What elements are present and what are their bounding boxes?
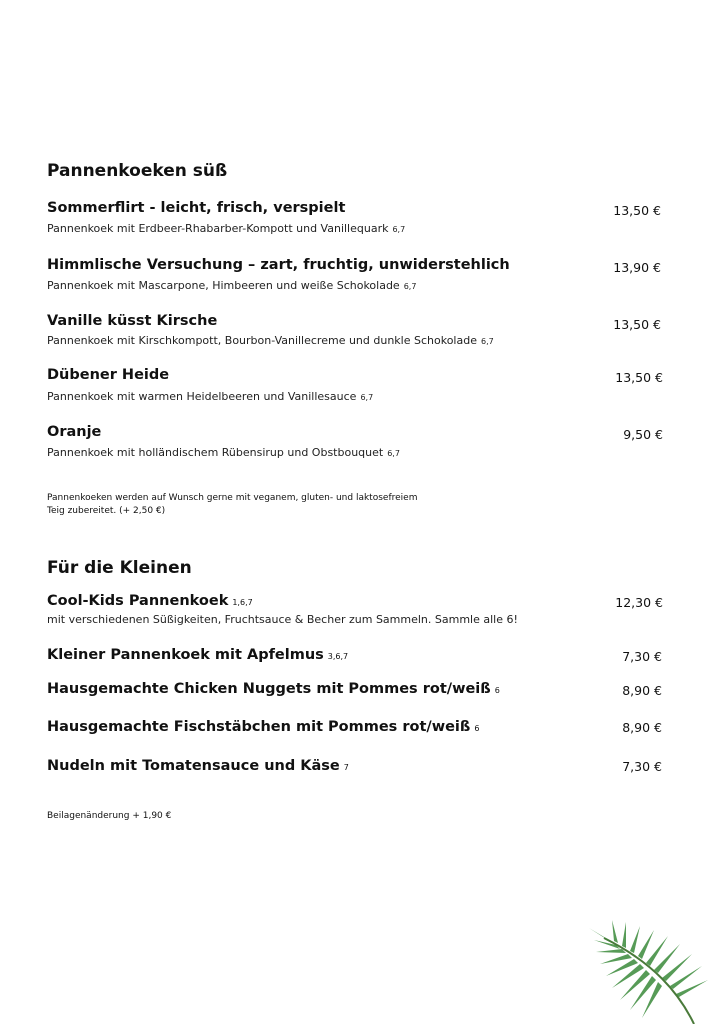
menu-item-desc: Pannenkoek mit holländischem Rübensirup und Obstbouquet 6,7 xyxy=(47,446,400,459)
menu-item-name: Hausgemachte Chicken Nuggets mit Pommes rot/weiß 6 xyxy=(47,681,500,697)
menu-item-name: Cool-Kids Pannenkoek 1,6,7 xyxy=(47,593,253,609)
menu-item-price: 8,90 € xyxy=(622,683,662,698)
section-title-sweet: Pannenkoeken süß xyxy=(47,161,228,181)
allergen-codes: 6,7 xyxy=(480,337,494,346)
allergen-codes: 6 xyxy=(494,686,500,695)
menu-item-price: 13,90 € xyxy=(613,260,661,275)
allergen-codes: 6,7 xyxy=(403,282,417,291)
allergen-codes: 7 xyxy=(343,763,349,772)
menu-item-price: 7,30 € xyxy=(622,759,662,774)
note-line: Pannenkoeken werden auf Wunsch gerne mit veganem, gluten- und laktosefreiem xyxy=(47,493,418,503)
menu-item-desc: mit verschiedenen Süßigkeiten, Fruchtsauce & Becher zum Sammeln. Sammle alle 6! xyxy=(47,613,518,626)
allergen-codes: 3,6,7 xyxy=(327,652,349,661)
menu-item-price: 7,30 € xyxy=(622,649,662,664)
allergen-codes: 6 xyxy=(474,724,480,733)
menu-item-desc: Pannenkoek mit Mascarpone, Himbeeren und weiße Schokolade 6,7 xyxy=(47,279,417,292)
menu-item-name: Hausgemachte Fischstäbchen mit Pommes rot/weiß 6 xyxy=(47,719,480,735)
menu-item-name: Himmlische Versuchung – zart, fruchtig, unwiderstehlich xyxy=(47,257,510,273)
menu-item-desc: Pannenkoek mit warmen Heidelbeeren und Vanillesauce 6,7 xyxy=(47,390,374,403)
allergen-codes: 6,7 xyxy=(387,449,400,458)
menu-item-name: Dübener Heide xyxy=(47,367,170,383)
menu-item-price: 8,90 € xyxy=(622,720,662,735)
menu-item-name: Sommerflirt - leicht, frisch, verspielt xyxy=(47,200,346,216)
side-change-note: Beilagenänderung + 1,90 € xyxy=(47,811,172,821)
dietary-note xyxy=(47,492,417,518)
allergen-codes: 6,7 xyxy=(392,225,406,234)
menu-item-price: 13,50 € xyxy=(615,370,663,385)
menu-item-name: Kleiner Pannenkoek mit Apfelmus 3,6,7 xyxy=(47,647,349,663)
menu-item-desc: Pannenkoek mit Kirschkompott, Bourbon-Vanillecreme und dunkle Schokolade 6,7 xyxy=(47,334,494,347)
menu-item-name: Nudeln mit Tomatensauce und Käse 7 xyxy=(47,758,349,774)
palm-leaf-icon xyxy=(584,918,709,1024)
menu-item-name: Oranje xyxy=(47,424,102,440)
section-title-kids: Für die Kleinen xyxy=(47,558,192,578)
menu-item-desc: Pannenkoek mit Erdbeer-Rhabarber-Kompott und Vanillequark 6,7 xyxy=(47,222,406,235)
menu-item-price: 9,50 € xyxy=(623,427,663,442)
menu-item-price: 13,50 € xyxy=(613,317,661,332)
allergen-codes: 6,7 xyxy=(360,393,374,402)
note-line: Teig zubereitet. (+ 2,50 €) xyxy=(47,506,166,516)
menu-item-name: Vanille küsst Kirsche xyxy=(47,313,218,329)
menu-item-price: 12,30 € xyxy=(615,595,663,610)
allergen-codes: 1,6,7 xyxy=(232,598,253,607)
menu-item-price: 13,50 € xyxy=(613,203,661,218)
